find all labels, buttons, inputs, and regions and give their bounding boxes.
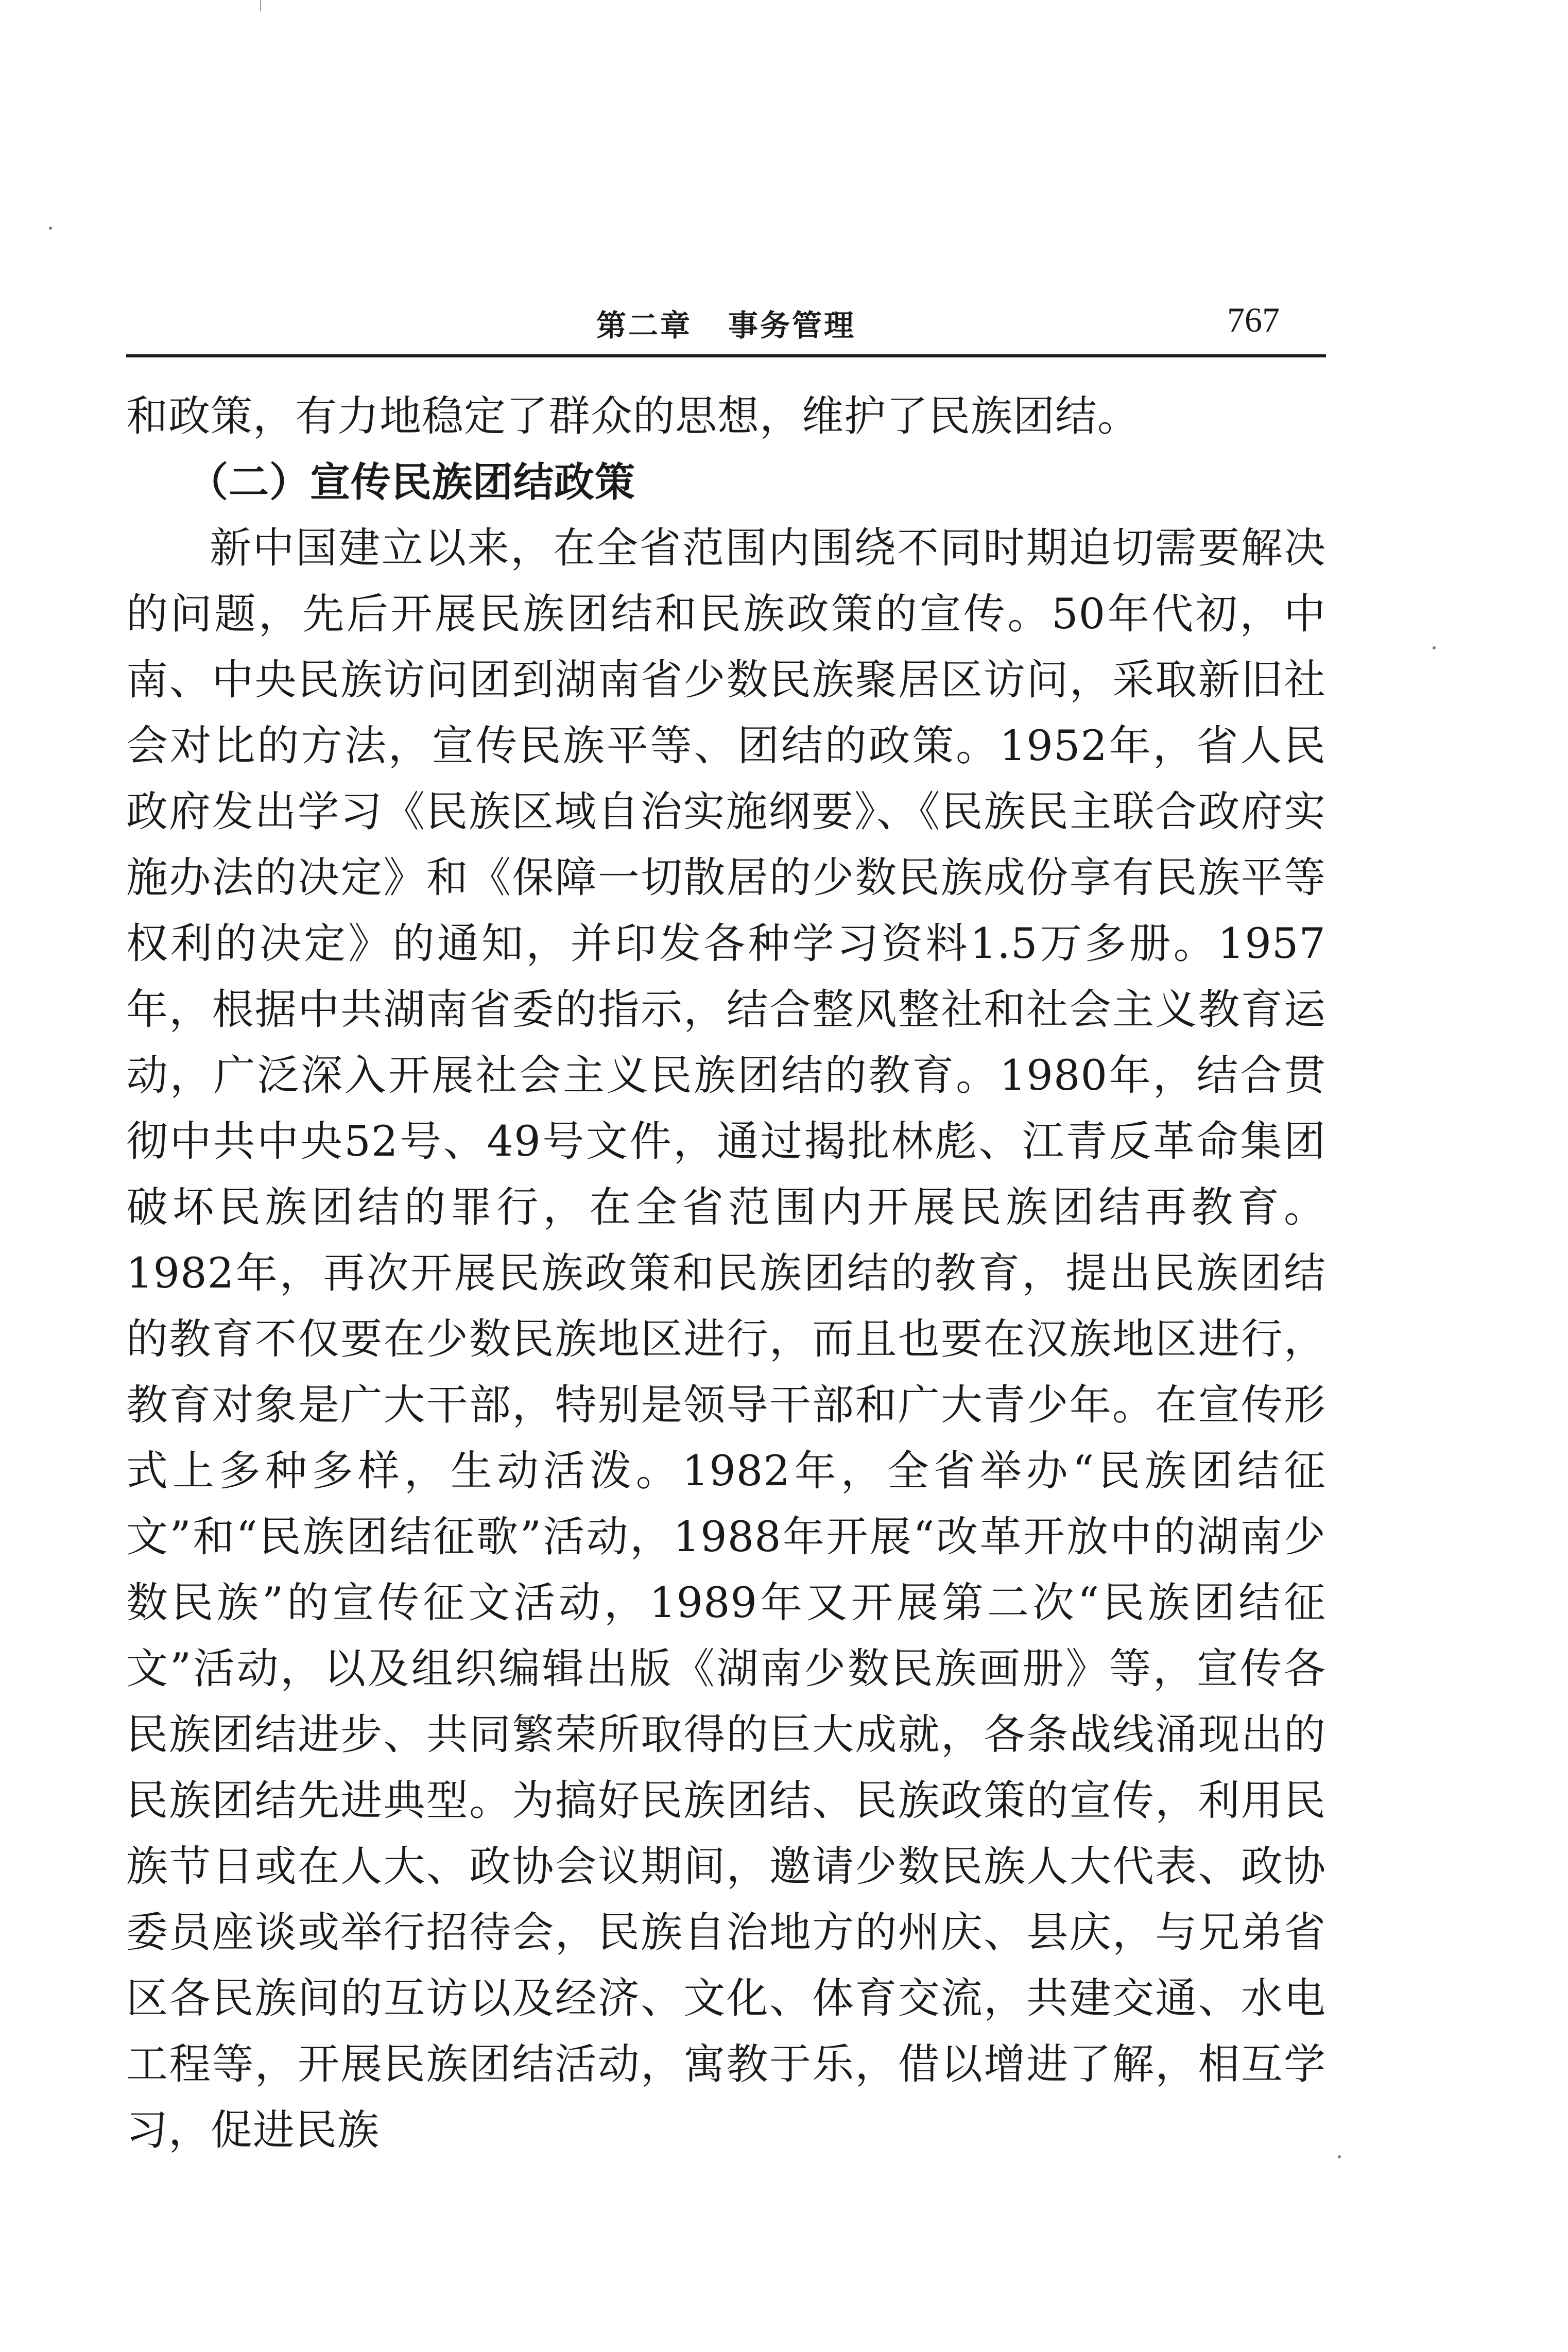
header-rule bbox=[126, 354, 1326, 357]
section-title: 事务管理 bbox=[728, 308, 856, 343]
body-paragraph: 新中国建立以来，在全省范围内围绕不同时期迫切需要解决的问题，先后开展民族团结和民族政策的宣传。50年代初，中南、中央民族访问团到湖南省少数民族聚居区访问，采取新旧社会对比的方法，宣传民族平等、团结的政策。1952年，省人民政府发出学习《民族区域自治实施纲要》、《民族民主联合政府实施办法的决定》和《保障一切散居的少数民族成份享有民族平等权利的决定》的通知，并印发各种学习资料1.5万多册。1957年，根据中共湖南省委的指示，结合整风整社和社会主义教育运动，广泛深入开展社会主义民族团结的教育。1980年，结合贯彻中共中央52号、49号文件，通过揭批林彪、江青反革命集团破坏民族团结的罪行，在全省范围内开展民族团结再教育。1982年，再次开展民族政策和民族团结的教育，提出民族团结的教育不仅要在少数民族地区进行，而且也要在汉族地区进行，教育对象是广大干部，特别是领导干部和广大青少年。在宣传形式上多种多样，生动活泼。1982年，全省举办“民族团结征文”和“民族团结征歌”活动，1988年开展“改革开放中的湖南少数民族”的宣传征文活动，1989年又开展第二次“民族团结征文”活动，以及组织编辑出版《湖南少数民族画册》等，宣传各民族团结进步、共同繁荣所取得的巨大成就，各条战线涌现出的民族团结先进典型。为搞好民族团结、民族政策的宣传，利用民族节日或在人大、政协会议期间，邀请少数民族人大代表、政协委员座谈或举行招待会，民族自治地方的州庆、县庆，与兄弟省区各民族间的互访以及经济、文化、体育交流，共建交通、水电工程等，开展民族团结活动，寓教于乐，借以增进了解，相互学习，促进民族 bbox=[126, 524, 1326, 2155]
chapter-title: 第二章 bbox=[596, 308, 692, 343]
scan-speck bbox=[1338, 2155, 1341, 2158]
opening-line: 和政策，有力地稳定了群众的思想，维护了民族团结。 bbox=[126, 392, 1140, 441]
body-text bbox=[126, 384, 1326, 2164]
scan-speck bbox=[49, 227, 52, 230]
running-header bbox=[126, 288, 1326, 360]
section-heading: （二）宣传民族团结政策 bbox=[188, 459, 636, 506]
running-header-title bbox=[126, 301, 1326, 345]
scan-speck bbox=[1433, 646, 1436, 649]
page-number: 767 bbox=[1227, 300, 1280, 339]
scan-mark bbox=[260, 0, 261, 11]
